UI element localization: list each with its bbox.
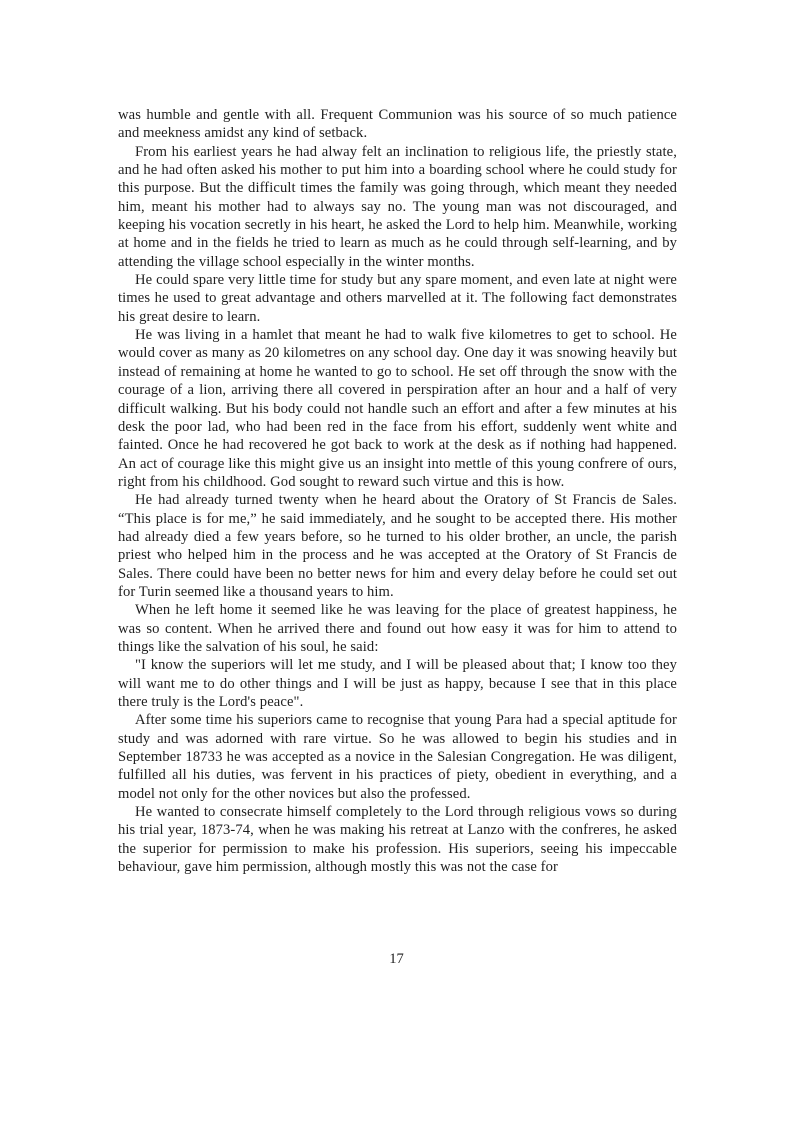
body-text xyxy=(118,106,677,876)
body-paragraph: He was living in a hamlet that meant he had to walk five kilometres to get to school. He would cover as many as 20 kilometres on any school day. One day it was snowing heavily but instead of remaining at home he wanted to go to school. He set off through the snow with the courage of a lion, arriving there all covered in perspiration after an hour and a half of very difficult walking. But his body could not handle such an effort and after a few minutes at his desk the poor lad, who had been red in the face from his effort, suddenly went white and fainted. Once he had recovered he got back to work at the desk as if nothing had happened. An act of courage like this might give us an insight into mettle of this young confrere of ours, right from his childhood. God sought to reward such virtue and this is how. xyxy=(118,327,677,490)
body-paragraph: was humble and gentle with all. Frequent Communion was his source of so much patience and meekness amidst any kind of setback. xyxy=(118,107,677,142)
body-paragraph: After some time his superiors came to recognise that young Para had a special aptitude for study and was adorned with rare virtue. So he was allowed to begin his studies and in September 18733 he was accepted as a novice in the Salesian Congregation. He was diligent, fulfilled all his duties, was fervent in his practices of piety, obedient in everything, and a model not only for the other novices but also the professed. xyxy=(118,712,677,802)
body-paragraph: "I know the superiors will let me study, and I will be pleased about that; I know too they will want me to do other things and I will be just as happy, because I see that in this place there truly is the Lord's peace". xyxy=(118,657,677,710)
body-paragraph: He had already turned twenty when he heard about the Oratory of St Francis de Sales. “This place is for me,” he said immediately, and he sought to be accepted there. His mother had already died a few years before, so he turned to his older brother, an uncle, the parish priest who helped him in the process and he was accepted at the Oratory of St Francis de Sales. There could have been no better news for him and every delay before he could set out for Turin seemed like a thousand years to him. xyxy=(118,492,677,600)
body-paragraph: He wanted to consecrate himself completely to the Lord through religious vows so during his trial year, 1873-74, when he was making his retreat at Lanzo with the confreres, he asked the superior for permission to make his profession. His superiors, seeing his impeccable behaviour, gave him permission, although mostly this was not the case for xyxy=(118,804,677,876)
body-paragraph: He could spare very little time for study but any spare moment, and even late at night were times he used to great advantage and others marvelled at it. The following fact demonstrates his great desire to learn. xyxy=(118,272,677,325)
body-paragraph: From his earliest years he had alway felt an inclination to religious life, the priestly state, and he had often asked his mother to put him into a boarding school where he could study for this purpose. But the difficult times the family was going through, which meant they needed him, meant his mother had to always say no. The young man was not discouraged, and keeping his vocation secretly in his heart, he asked the Lord to help him. Meanwhile, working at home and in the fields he tried to learn as much as he could through self-learning, and by attending the village school especially in the winter months. xyxy=(118,143,677,270)
body-paragraph: When he left home it seemed like he was leaving for the place of greatest happiness, he was so content. When he arrived there and found out how easy it was for him to attend to things like the salvation of his soul, he said: xyxy=(118,602,677,655)
page-number: 17 xyxy=(389,951,404,967)
